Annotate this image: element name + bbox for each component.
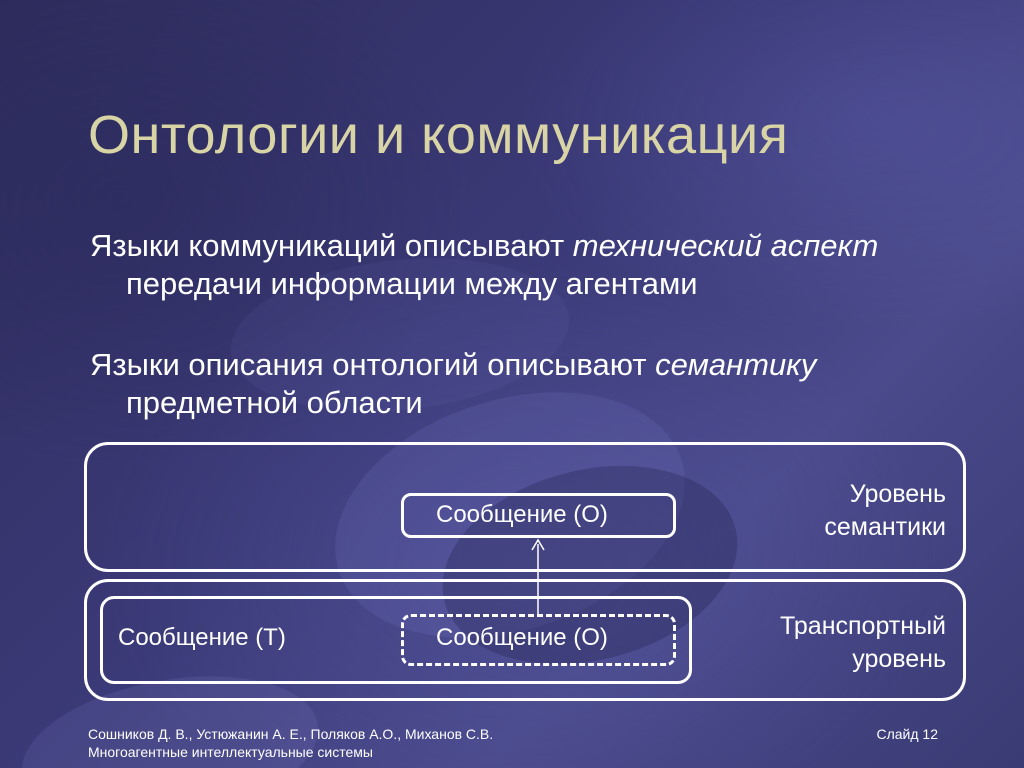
semantic-message-label: Сообщение (О) [436,501,608,528]
bullet-text: Языки коммуникаций описывают [90,228,573,263]
bullet-text: предметной области [126,385,423,420]
transport-level-label-line: Транспортный [780,612,946,640]
transport-level-label-line: уровень [852,645,946,673]
bullet-text: Языки описания онтологий описывают [90,347,656,382]
semantic-level-label-line: Уровень [849,480,946,508]
transport-message-label: Сообщение (Т) [118,624,286,651]
bullet-text: передачи информации между агентами [126,266,698,301]
footer-authors: Сошников Д. В., Устюжанин А. Е., Поляков А.О., Миханов С.В. [88,726,494,742]
semantic-level-label [824,478,946,544]
bullet-emphasis: семантику [655,347,817,382]
semantic-level-label-line: семантики [824,513,946,541]
slide-number: Слайд 12 [876,726,938,742]
bullet-ontology-languages [90,346,996,422]
bullet-communication-languages [90,227,996,303]
bullet-emphasis: технический аспект [572,228,879,263]
slide-title: Онтологии и коммуникация [88,105,789,165]
arrow-up-icon [528,536,548,616]
transport-level-label [780,610,946,676]
embedded-message-label: Сообщение (О) [436,624,608,651]
footer-course: Многоагентные интеллектуальные системы [88,744,373,760]
footer-credits [88,725,493,761]
